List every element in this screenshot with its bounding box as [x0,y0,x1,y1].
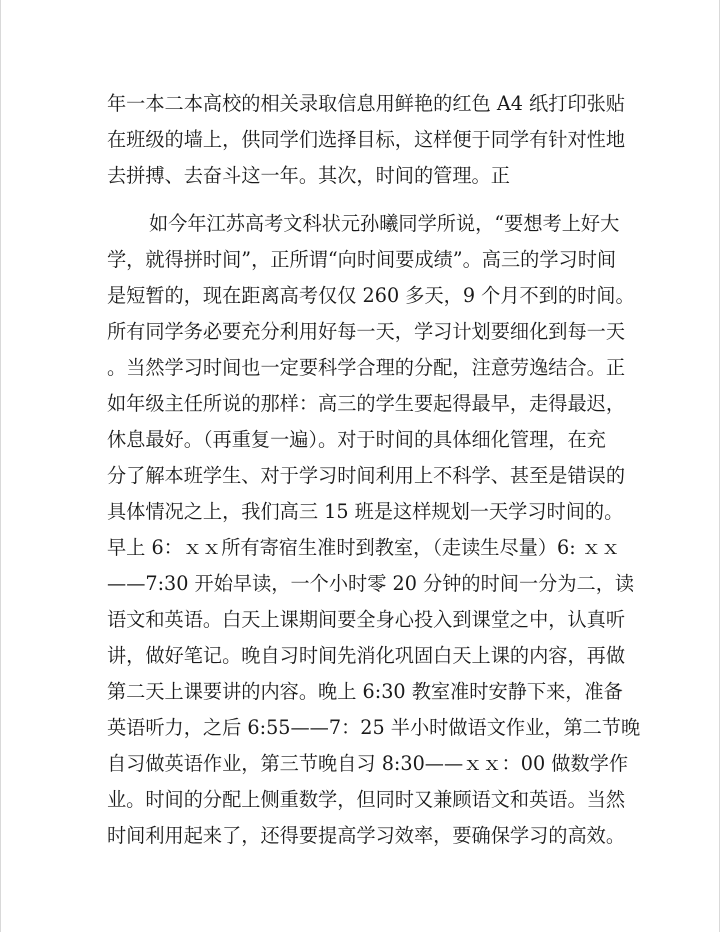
text-line: 休息最好。（再重复一遍）。对于时间的具体细化管理，在充 [107,428,606,451]
text-line: 讲，做好笔记。晚自习时间先消化巩固白天上课的内容，再做 [107,644,626,667]
text-line: 时间利用起来了，还得要提高学习效率，要确保学习的高效。 [107,824,626,847]
text-line: 具体情况之上，我们高三 15 班是这样规划一天学习时间的。 [107,500,624,523]
text-line: 分了解本班学生、对于学习时间利用上不科学、甚至是错误的 [107,464,626,487]
text-line-indented: 如今年江苏高考文科状元孙曦同学所说，“要想考上好大 [149,212,620,235]
text-line: 去拼搏、去奋斗这一年。其次，时间的管理。正 [107,164,510,187]
text-line: 自习做英语作业，第三节晚自习 8:30——ｘｘ：00 做数学作 [107,752,629,775]
text-line: 业。时间的分配上侧重数学，但同时又兼顾语文和英语。当然 [107,788,626,811]
text-line: 是短暂的，现在距离高考仅仅 260 多天，9 个月不到的时间。 [107,284,635,307]
text-line: 在班级的墙上，供同学们选择目标，这样便于同学有针对性地 [107,128,626,151]
paragraph-2 [107,206,641,854]
text-line: 年一本二本高校的相关录取信息用鲜艳的红色 A4 纸打印张贴 [107,92,625,115]
text-line: 学，就得拼时间”，正所谓“向时间要成绩”。高三的学习时间 [107,248,617,271]
text-line: 如年级主任所说的那样：高三的学生要起得最早，走得最迟， [107,392,626,415]
text-line: 语文和英语。白天上课期间要全身心投入到课堂之中，认真听 [107,608,626,631]
paragraph-spacer [107,194,627,206]
text-line: 所有同学务必要充分利用好每一天，学习计划要细化到每一天 [107,320,626,343]
text-line: 早上 6：ｘｘ所有寄宿生准时到教室，（走读生尽量）6: ｘｘ [107,536,621,559]
text-line: 。当然学习时间也一定要科学合理的分配，注意劳逸结合。正 [107,356,626,379]
text-line: 第二天上课要讲的内容。晚上 6:30 教室准时安静下来，准备 [107,680,623,703]
text-line: 英语听力，之后 6:55——7：25 半小时做语文作业，第二节晚 [107,716,641,739]
document-body [107,86,641,854]
paragraph-1 [107,86,627,194]
text-line: ——7:30 开始早读，一个小时零 20 分钟的时间一分为二，读 [107,572,635,595]
